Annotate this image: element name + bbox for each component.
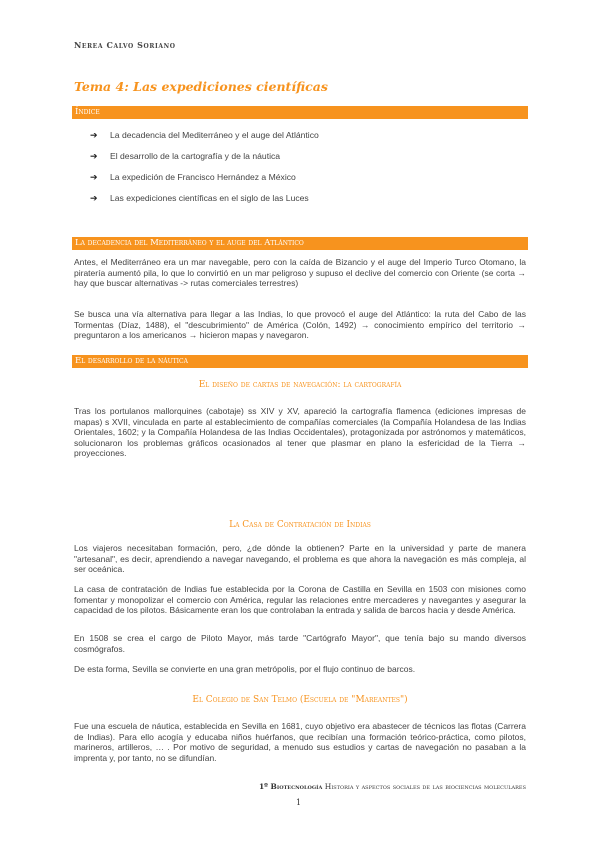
subheading-san-telmo: El Colegio de San Telmo (Escuela de "Mareantes") [192,695,408,705]
footer [259,782,526,791]
index-item [90,128,319,149]
section1-heading-bar: La decadencia del Mediterráneo y el auge del Atlántico [72,237,528,250]
index-item [90,191,319,212]
index-item-label: Las expediciones científicas en el siglo de las Luces [110,193,309,203]
index-item-label: El desarrollo de la cartografía y de la náutica [110,151,281,161]
author-name: Nerea Calvo Soriano [74,40,176,50]
index-list [90,128,319,212]
section2-paragraph-4: En 1508 se crea el cargo de Piloto Mayor, más tarde "Cartógrafo Mayor", que tenía bajo su mando diversos cosmógrafos. [74,633,526,654]
section2-paragraph-2: Los viajeros necesitaban formación, pero, ¿de dónde la obtienen? Parte en la universidad y parte de manera "artesanal", es decir, aprendiendo a navegar navegando, el problema es que ahora la navegación es más compleja, al ser oceánica. [74,543,526,574]
arrow-right-icon: ➔ [90,172,98,182]
page-number: 1 [296,798,302,807]
footer-subject: Historia y aspectos sociales de las biociencias moleculares [324,782,526,791]
subheading-casa-contratacion: La Casa de Contratación de Indias [229,520,371,530]
section2-paragraph-5: De esta forma, Sevilla se convierte en una gran metrópolis, por el flujo continuo de barcos. [74,664,416,674]
footer-course: 1º Biotecnología [258,782,323,791]
index-item [90,149,319,170]
section2-paragraph-1: Tras los portulanos mallorquines (cabotaje) ss XIV y XV, apareció la cartografía flamenca (ediciones impresas de mapas) s XVII, vinculada en parte al establecimiento de compañías comerciales (la Compañía Holandesa de las Indias Orientales, 1602; y la Compañía Holandesa de las Indias Occidentales), protagonizada por astrónomos y matemáticos, solucionaron los problemas gráficos ocasionados al tener que plasmar en plano la esfericidad de la Tierra → proyecciones. [74,406,526,458]
index-item [90,170,319,191]
section1-paragraph-2: Se busca una vía alternativa para llegar a las Indias, lo que provocó el auge del Atlántico: la ruta del Cabo de las Tormentas (Díaz, 1488), el "descubrimiento" de América (Colón, 1492) → conocimiento empírico del territorio → preguntaron a los americanos → hicieron mapas y navegaron. [74,309,526,340]
section2-paragraph-6: Fue una escuela de náutica, establecida en Sevilla en 1681, cuyo objetivo era abastecer de técnicos las flotas (Carrera de Indias). Para ello acogía y educaba niños huérfanos, que recibían una formación teórico-práctica, como pilotos, marineros, artilleros, … . Por motivo de seguridad, a menudo sus estudios y cartas de navegación no pasaban a la imprenta y, por tanto, no se difundían. [74,721,526,763]
arrow-right-icon: ➔ [90,193,98,203]
index-heading-bar: Índice [72,106,528,119]
section1-paragraph-1: Antes, el Mediterráneo era un mar navegable, pero con la caída de Bizancio y el auge del Imperio Turco Otomano, la piratería aumentó pila, lo que lo convirtió en un mar peligroso y supuso el declive del comercio con Oriente (se corta → hay que buscar alternativas -> rutas comerciales terrestres) [74,257,526,288]
page-title: Tema 4: Las expediciones científicas [74,79,328,94]
index-item-label: La decadencia del Mediterráneo y el auge del Atlántico [110,130,319,140]
arrow-right-icon: ➔ [90,151,98,161]
arrow-right-icon: ➔ [90,130,98,140]
index-item-label: La expedición de Francisco Hernández a México [110,172,296,182]
section2-heading-bar: El desarrollo de la náutica [72,355,528,368]
section2-paragraph-3: La casa de contratación de Indias fue establecida por la Corona de Castilla en Sevilla en 1503 con misiones como fomentar y monopolizar el comercio con América, regular las relaciones entre mercaderes y navegantes y asegurar la capacidad de los pilotos. Básicamente eran los que controlaban la entrada y salida de barcos hacia y desde América. [74,584,526,615]
subheading-cartography: El diseño de cartas de navegación: la cartografía [198,380,402,390]
